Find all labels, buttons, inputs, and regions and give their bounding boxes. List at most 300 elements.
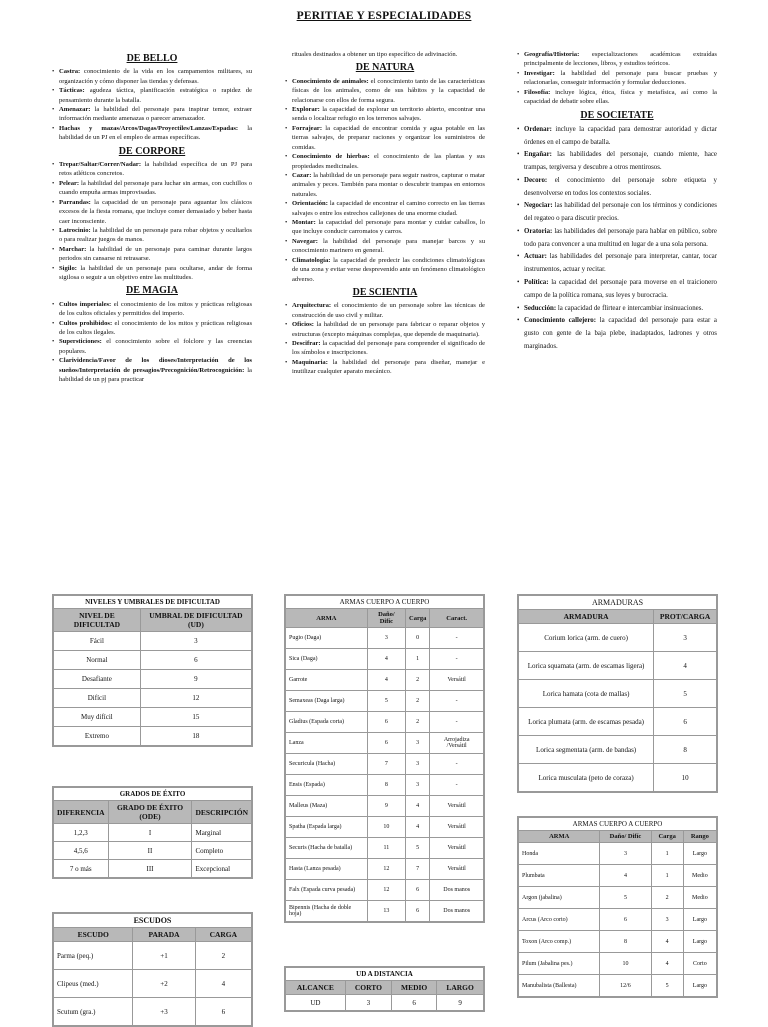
table-cell: 6 [406, 880, 430, 901]
table-row [286, 859, 484, 880]
table-cell: Clipeus (med.) [54, 970, 133, 998]
table-cell: Extremo [54, 727, 141, 746]
table-cell: 3 [140, 632, 251, 651]
item-term: Marchar: [59, 245, 87, 253]
table-cell: 6 [367, 712, 405, 733]
table-cell: Lorica segmentata (arm. de bandas) [519, 736, 654, 764]
item-term: Cultos imperiales: [59, 300, 112, 308]
table-cell: 13 [367, 901, 405, 922]
table-cell: Desafiante [54, 670, 141, 689]
table-row [54, 860, 252, 878]
table-cell: 9 [140, 670, 251, 689]
table-row [519, 843, 717, 865]
table-cell: Difícil [54, 689, 141, 708]
table-cell: 3 [654, 624, 717, 652]
table-cell: Hasta (Lanza pesada) [286, 859, 368, 880]
table-cell: - [430, 628, 484, 649]
table-cell: Arcus (Arco corto) [519, 909, 600, 931]
list-item [52, 160, 252, 179]
item-description: el conocimiento de los mitos y prácticas religiosas de los cultos oficiales y permitidos del imperio. [59, 300, 253, 318]
table-cell: Corto [683, 953, 716, 975]
table-escudos [52, 912, 253, 1027]
table-cell: 4 [367, 670, 405, 691]
table-cell: 4 [651, 953, 683, 975]
item-term: Montar: [292, 219, 316, 227]
list-item [285, 171, 485, 199]
list-item [285, 105, 485, 124]
table-cell: +1 [133, 942, 195, 970]
table-cell: 1 [651, 843, 683, 865]
item-term: Oratoria: [524, 227, 553, 235]
item-term: Trepar/Saltar/Correr/Nadar: [59, 160, 142, 168]
item-description: la habilidad del personaje para inspirar temor, extraer información mediante amenazas o parecer amenazador. [59, 105, 252, 123]
table-cell: 4 [600, 865, 651, 887]
table-cell: 3 [367, 628, 405, 649]
table-cell: 8 [367, 775, 405, 796]
table-title: ARMAS CUERPO A CUERPO [286, 596, 484, 609]
table-cell: Lorica musculata (peto de coraza) [519, 764, 654, 792]
table-cell: Versátil [430, 796, 484, 817]
table-cell: Gladius (Espada corta) [286, 712, 368, 733]
table-cell: Largo [683, 931, 716, 953]
item-term: Explorar: [292, 105, 320, 113]
table-cell: Bipennis (Hacha de doble hoja) [286, 901, 368, 922]
column-header: CARGA [195, 928, 251, 942]
column-header: GRADO DE ÉXITO (ODE) [108, 801, 192, 824]
table-cell: Falx (Espada curva pesada) [286, 880, 368, 901]
table-cell: 3 [651, 909, 683, 931]
table-cell: Arrojadiza /Versátil [430, 733, 484, 754]
list-item [517, 50, 717, 69]
item-term: Descifrar: [292, 339, 321, 347]
table-cell: 6 [600, 909, 651, 931]
column-header: Daño/ Difíc [367, 609, 405, 628]
column-header: Carga [651, 831, 683, 843]
table-row [286, 712, 484, 733]
item-term: Cultos prohibidos: [59, 319, 113, 327]
table-cell: Parma (peq.) [54, 942, 133, 970]
table-cell: Lorica plumata (arm. de escamas pesada) [519, 708, 654, 736]
item-term: Castra: [59, 68, 81, 76]
table-cell: 7 [367, 754, 405, 775]
table-cell: Fácil [54, 632, 141, 651]
table-cell: Lorica squamata (arm. de escamas ligera) [519, 652, 654, 680]
table-cell: 2 [406, 691, 430, 712]
list-item [285, 256, 485, 284]
list-item [285, 77, 485, 105]
column-header: CORTO [345, 981, 391, 995]
table-row [54, 970, 252, 998]
table-row [54, 824, 252, 842]
table-row [519, 708, 717, 736]
item-description: la habilidad del personaje para manejar barcos y su conocimiento marinero en general. [292, 237, 485, 255]
item-description: la habilidad de un personaje para fabricar o reparar objetos y estructuras (excepto máquinas complejas, que depende de maquinaria). [292, 321, 485, 338]
table-cell: Excepcional [192, 860, 252, 878]
column-header: PROT/CARGA [654, 610, 717, 624]
table-cell: 1 [651, 865, 683, 887]
column-header: ARMA [286, 609, 368, 628]
table-row [286, 775, 484, 796]
table-row [519, 887, 717, 909]
item-description: la habilidad específica de un PJ para retos atléticos concretos. [59, 160, 252, 178]
column-header: Daño/ Difíc [600, 831, 651, 843]
item-term: Pelear: [59, 179, 80, 187]
list-item [517, 149, 717, 175]
item-description: la habilidad del personaje para buscar pruebas y relacionarlas, conseguir información y formular deducciones. [524, 69, 717, 87]
item-description: la capacidad del personaje para estar a gusto con gente de la baja plebe, inadaptados, ladrones y otros marginados. [524, 317, 717, 350]
table-cell: Dos manos [430, 901, 484, 922]
table-cell: I [108, 824, 192, 842]
item-term: Política: [524, 279, 549, 287]
column-header: ARMADURA [519, 610, 654, 624]
table-cell: - [430, 712, 484, 733]
table-cell: 5 [654, 680, 717, 708]
item-term: Conocimiento callejero: [524, 317, 597, 325]
table-grados [52, 786, 253, 879]
column-header: PARADA [133, 928, 195, 942]
list-item [517, 226, 717, 252]
section-heading-scientia: DE SCIENTIA [352, 287, 418, 298]
table-row [519, 652, 717, 680]
table-cell: Ensis (Espada) [286, 775, 368, 796]
table-ud-distancia [284, 966, 485, 1012]
table-cell: 5 [367, 691, 405, 712]
column-header: MEDIO [392, 981, 437, 995]
table-row [519, 624, 717, 652]
list-item [285, 320, 485, 339]
table-title: GRADOS DE ÉXITO [54, 788, 252, 801]
table-cell: Toxon (Arco comp.) [519, 931, 600, 953]
item-term: Hachas y mazas/Arcos/Dagas/Proyectiles/Lanzas/Espadas: [59, 124, 239, 132]
table-cell: UD [286, 995, 346, 1011]
item-description: la habilidad de un personaje para caminar durante largos periodos sin cansarse ni retrasarse. [59, 245, 252, 263]
list-item [52, 319, 252, 338]
item-description: el conocimiento tanto de las características físicas de los animales, como de sus hábitos y la capacidad de relacionarse con ellos de forma segura. [292, 77, 485, 104]
list-item [285, 218, 485, 237]
table-cell: Malleus (Maza) [286, 796, 368, 817]
table-cell: 6 [654, 708, 717, 736]
item-term: Negociar: [524, 202, 553, 210]
table-cell: 4 [651, 931, 683, 953]
column-header: Carga [406, 609, 430, 628]
item-description: la capacidad de encontrar el camino correcto en las tierras salvajes o entre los estrechos callejones de una enorme ciudad. [292, 200, 485, 217]
table-cell: 8 [600, 931, 651, 953]
table-cell: Versátil [430, 817, 484, 838]
table-cell: Lorica hamata (cota de mallas) [519, 680, 654, 708]
item-description: las habilidades del personaje para interpretar, cantar, tocar instrumentos, actuar y recitar. [524, 253, 717, 274]
table-cell: Lanza [286, 733, 368, 754]
table-title: NIVELES Y UMBRALES DE DIFICULTAD [54, 596, 252, 609]
table-cell: 4 [654, 652, 717, 680]
list-item [52, 226, 252, 245]
table-cell: Sica (Daga) [286, 649, 368, 670]
table-cell: Spatha (Espada larga) [286, 817, 368, 838]
column-header: ESCUDO [54, 928, 133, 942]
item-description: la capacidad del personaje para comprender el significado de los símbolos e inscripciones. [292, 339, 485, 357]
table-cell: 3 [600, 843, 651, 865]
item-term: Arquitectura: [292, 302, 332, 310]
table-cell: 10 [367, 817, 405, 838]
list-bello [52, 67, 252, 142]
item-term: Forrajear: [292, 124, 323, 132]
list-item [285, 358, 485, 377]
table-cell: 12/6 [600, 975, 651, 997]
table-cell: 2 [406, 670, 430, 691]
table-cell: 4 [367, 649, 405, 670]
table-cell: 2 [651, 887, 683, 909]
column-3 [517, 50, 717, 354]
column-header: UMBRAL DE DIFICULTAD (UD) [140, 609, 251, 632]
table-cell: 18 [140, 727, 251, 746]
table-row [519, 736, 717, 764]
table-cell: 2 [195, 942, 251, 970]
table-row [519, 975, 717, 997]
table-cell: Marginal [192, 824, 252, 842]
item-description: la habilidad de un personaje para seguir rastros, capturar o matar animales y peces. También para montar o descubrir trampas en entornos naturales. [292, 171, 485, 198]
item-description: incluye la capacidad para demostrar autoridad y dictar órdenes en el campo de batalla. [524, 125, 717, 146]
table-cell: III [108, 860, 192, 878]
table-row [54, 708, 252, 727]
table-cell: Securicula (Hacha) [286, 754, 368, 775]
item-term: Navegar: [292, 237, 318, 245]
list-item [285, 199, 485, 218]
list-item [285, 339, 485, 358]
item-description: la habilidad de un PJ en el empleo de armas específicas. [59, 124, 252, 142]
list-item [517, 303, 717, 316]
list-item [52, 337, 252, 356]
table-cell: 3 [345, 995, 391, 1011]
list-item [285, 301, 485, 320]
table-cell: Honda [519, 843, 600, 865]
item-description: las habilidades del personaje para hablar en público, sobre todo para convencer a una multitud en lugar de a una sola persona. [524, 227, 717, 248]
table-cell: 4 [195, 970, 251, 998]
table-cell: +2 [133, 970, 195, 998]
table-row [519, 953, 717, 975]
list-item [52, 124, 252, 143]
list-item [52, 300, 252, 319]
table-cell: Argon (jabalina) [519, 887, 600, 909]
list-item [285, 124, 485, 152]
table-row [54, 842, 252, 860]
section-heading-bello: DE BELLO [126, 53, 178, 64]
continued-text: rituales destinados a obtener un tipo específico de adivinación. [292, 51, 458, 58]
table-cell: 6 [392, 995, 437, 1011]
table-cell: Garrote [286, 670, 368, 691]
table-cell: 6 [406, 901, 430, 922]
item-description: la habilidad de un personaje para ocultarse, andar de forma sigilosa o seguir a un objetivo entre las multitudes. [59, 264, 252, 282]
table-cell: 5 [651, 975, 683, 997]
item-term: Filosofía: [524, 88, 551, 96]
item-term: Latrocinio: [59, 226, 91, 234]
table-cell: 10 [600, 953, 651, 975]
column-header: ALCANCE [286, 981, 346, 995]
list-scientia [285, 301, 485, 376]
table-cell: - [430, 691, 484, 712]
item-description: la capacidad del personaje para moverse en el traicionero campo de la política romana, sus leyes y burocracia. [524, 279, 717, 299]
table-cell: 2 [406, 712, 430, 733]
table-cell: 1 [406, 649, 430, 670]
item-term: Amenazar: [59, 105, 91, 113]
table-cell: 3 [406, 775, 430, 796]
item-term: Maquinaria: [292, 358, 328, 366]
list-magia [52, 300, 252, 385]
table-cell: 5 [406, 838, 430, 859]
table-cell: Largo [683, 909, 716, 931]
page-title: PERITIAE Y ESPECIALIDADES [296, 10, 472, 22]
section-heading-magia: DE MAGIA [126, 285, 178, 297]
list-item [52, 356, 252, 384]
table-cell: 3 [406, 754, 430, 775]
table-cell: Normal [54, 651, 141, 670]
item-term: Climatología: [292, 256, 331, 264]
list-item [52, 86, 252, 105]
table-cell: 5 [600, 887, 651, 909]
list-item [285, 237, 485, 256]
item-description: el conocimiento sobre el folclore y las creencias populares. [59, 338, 252, 355]
table-cell: - [430, 649, 484, 670]
table-cell: 6 [140, 651, 251, 670]
table-cell: Largo [683, 843, 716, 865]
item-description: el conocimiento de los mitos y prácticas religiosas de los cultos ilegales. [59, 319, 253, 337]
table-cell: 6 [367, 733, 405, 754]
table-cell: Medio [683, 887, 716, 909]
item-description: la capacidad de explorar un territorio abierto, encontrar una senda o localizar refugio en los terrenos salvajes. [292, 105, 485, 123]
table-cell: Muy difícil [54, 708, 141, 727]
item-description: la capacidad de predecir las condiciones climatológicas de una zona y evitar verse desprevenido ante un fenómeno climatológico adverso. [292, 256, 485, 283]
column-header: LARGO [437, 981, 484, 995]
table-armas-distancia [517, 816, 718, 998]
table-cell: Dos manos [430, 880, 484, 901]
table-cell: II [108, 842, 192, 860]
list-item [52, 179, 252, 198]
table-armas-cuerpo [284, 594, 485, 923]
item-term: Conocimiento de hierbas: [292, 153, 370, 161]
column-header: DIFERENCIA [54, 801, 109, 824]
list-item [52, 67, 252, 86]
table-row [286, 628, 484, 649]
table-row [286, 817, 484, 838]
table-cell: Semaxeas (Daga larga) [286, 691, 368, 712]
item-term: Parrandas: [59, 198, 91, 206]
section-heading-natura: DE NATURA [355, 62, 415, 74]
table-cell: Largo [683, 975, 716, 997]
list-item [52, 198, 252, 226]
table-cell: Versátil [430, 838, 484, 859]
list-natura [285, 77, 485, 284]
table-cell: 9 [367, 796, 405, 817]
column-header: Caract. [430, 609, 484, 628]
table-cell: Versátil [430, 859, 484, 880]
item-term: Sigilo: [59, 264, 77, 272]
item-description: las habilidad del personaje con los términos y condiciones del regateo o para discutir precios. [524, 202, 717, 223]
list-item [517, 124, 717, 150]
list-item [52, 105, 252, 124]
table-cell: 12 [140, 689, 251, 708]
list-item [285, 152, 485, 171]
item-description: el conocimiento de un personaje sobre las técnicas de construcción de uso civil y militar. [292, 302, 485, 319]
item-description: la habilidad del personaje para diseñar, manejar e inutilizar cualquier aparato mecánico. [292, 358, 485, 376]
table-cell: Versátil [430, 670, 484, 691]
table-row [54, 670, 252, 689]
table-cell: Scutum (gra.) [54, 998, 133, 1026]
table-cell: Manubalista (Ballesta) [519, 975, 600, 997]
table-row [286, 796, 484, 817]
list-item [517, 175, 717, 201]
item-description: la capacidad de flirtear e intercambiar insinuaciones. [556, 304, 704, 312]
item-description: la capacidad de encontrar comida y agua potable en las tierras salvajes, de preparar raciones y organizar los suministros de comidas. [292, 124, 485, 151]
table-row [286, 691, 484, 712]
list-scientia-cont [517, 50, 717, 107]
item-term: Decoro: [524, 176, 548, 184]
item-term: Supersticiones: [59, 338, 102, 346]
table-title: UD A DISTANCIA [286, 968, 484, 981]
table-cell: Completo [192, 842, 252, 860]
list-item [517, 251, 717, 277]
item-description: agudeza táctica, planificación estratégica o rapidez de pensamiento durante la batalla. [59, 87, 252, 104]
item-term: Oficios: [292, 321, 314, 329]
table-cell: +3 [133, 998, 195, 1026]
table-title: ARMADURAS [519, 596, 717, 610]
table-row [54, 998, 252, 1026]
table-row [54, 651, 252, 670]
item-description: las habilidades del personaje, cuando miente, hace trampas, tergiversa y descubre a otros mentirosos. [524, 151, 717, 172]
item-description: incluye lógica, ética, física y metafísica, así como la capacidad de debatir sobre ellas. [524, 88, 717, 106]
list-item [52, 245, 252, 264]
table-row [286, 901, 484, 922]
table-cell: 0 [406, 628, 430, 649]
table-cell: Medio [683, 865, 716, 887]
item-description: el conocimiento del personaje sobre etiqueta y desenvolverse en todos los contextos sociales. [524, 176, 717, 197]
table-cell: 1,2,3 [54, 824, 109, 842]
table-cell: 6 [195, 998, 251, 1026]
table-cell: 8 [654, 736, 717, 764]
table-cell: 12 [367, 880, 405, 901]
table-cell: 4 [406, 796, 430, 817]
table-row [519, 909, 717, 931]
column-header: ARMA [519, 831, 600, 843]
table-cell: 10 [654, 764, 717, 792]
column-header: Rango [683, 831, 716, 843]
table-row [286, 754, 484, 775]
table-cell: 7 o más [54, 860, 109, 878]
table-cell: 4 [406, 817, 430, 838]
table-row [286, 733, 484, 754]
column-1 [52, 50, 252, 385]
item-term: Seducción: [524, 304, 557, 312]
item-term: Engañar: [524, 151, 552, 159]
table-cell: 15 [140, 708, 251, 727]
list-item [517, 200, 717, 226]
table-row [286, 995, 484, 1011]
item-term: Cazar: [292, 171, 312, 179]
table-row [54, 727, 252, 746]
item-term: Investigar: [524, 69, 555, 77]
table-cell: Pugio (Daga) [286, 628, 368, 649]
table-row [519, 865, 717, 887]
table-cell: 7 [406, 859, 430, 880]
table-row [519, 764, 717, 792]
section-heading-corpore: DE CORPORE [118, 145, 186, 157]
table-row [286, 838, 484, 859]
list-corpore [52, 160, 252, 282]
table-row [519, 680, 717, 708]
table-cell: 11 [367, 838, 405, 859]
item-term: Geografía/Historia: [524, 51, 580, 58]
table-cell: - [430, 754, 484, 775]
item-description: conocimiento de la vida en los campamentos militares, su organización y cómo disponer las tiendas y defensas. [59, 68, 252, 85]
table-cell: Securis (Hacha de batalla) [286, 838, 368, 859]
item-description: la habilidad del personaje para luchar sin armas, con cuchillos o cuando empuña armas improvisadas. [59, 179, 252, 197]
